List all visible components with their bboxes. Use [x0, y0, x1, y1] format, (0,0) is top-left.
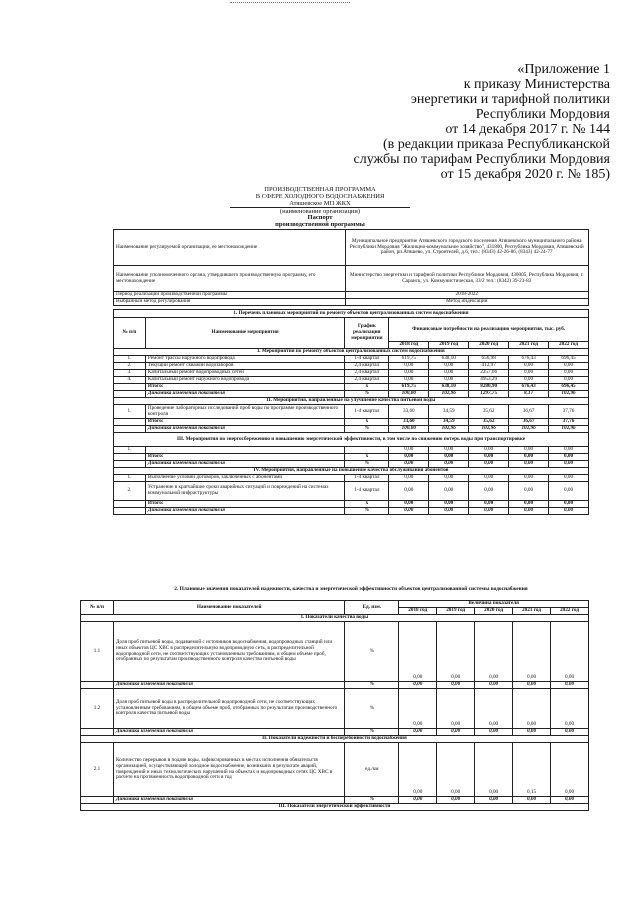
- dynamics-value: 102,96: [549, 391, 589, 398]
- row-number: 1.1: [81, 622, 114, 682]
- column-header: График реализации мероприятия: [345, 318, 389, 349]
- year-header: 2022 год: [550, 608, 588, 615]
- dynamics-value: 0,00: [469, 461, 509, 468]
- row-schedule: 2,4 квартал: [345, 370, 389, 377]
- row-number: 3.: [114, 370, 146, 377]
- dynamics-unit: %: [345, 729, 399, 736]
- dynamics-label: Динамика изменения показателя: [113, 729, 344, 736]
- column-header: № п/п: [114, 318, 146, 349]
- row-value: 412,97: [469, 363, 509, 370]
- year-header: 2022 год: [549, 342, 589, 349]
- dynamics-value: 0,00: [549, 508, 589, 515]
- block-title: IV. Мероприятия, направленные на повышение качества обслуживания абонентов: [114, 468, 589, 475]
- dynamics-value: 102,96: [429, 391, 469, 398]
- dynamics-value: 0,00: [550, 797, 588, 804]
- row-value: 0,00: [550, 689, 588, 729]
- header-line: службы по тарифам Республики Мордовия: [353, 152, 610, 167]
- dynamics-value: 0,00: [550, 729, 588, 736]
- dynamics-value: 1297,75: [469, 391, 509, 398]
- column-header: Наименование мероприятия: [145, 318, 344, 349]
- dynamics-value: 0,00: [509, 508, 549, 515]
- row-name: Количество перерывов в подаче воды, зафиксированных в местах исполнения обязательств организацией, осуществляющей холодное водоснабжение, возникших в результате аварий, повреждений и иных технологических нарушений на объектах и водопроводных сетях ЦС ХВС в расчете на протяженность водопроводной сети в год: [113, 743, 344, 797]
- dynamics-value: 0,00: [509, 461, 549, 468]
- total-value: 0,00: [509, 501, 549, 508]
- total-schedule: х: [345, 454, 389, 461]
- row-value: 0,00: [399, 743, 437, 797]
- column-header: Ед. изм.: [345, 601, 399, 615]
- row-value: 0,00: [469, 475, 509, 482]
- row-value: 0,15: [513, 743, 551, 797]
- total-value: 0,00: [429, 454, 469, 461]
- row-value: 0,00: [475, 622, 513, 682]
- row-name: Проведение лабораторных исследований проб воды по программе производственного контроля: [145, 405, 344, 419]
- dynamics-label: Динамика изменения показателя: [145, 508, 344, 515]
- row-value: 0,00: [389, 377, 429, 384]
- row-name: [145, 447, 344, 454]
- row-value: 2257,66: [469, 370, 509, 377]
- row-value: 0,00: [509, 363, 549, 370]
- dynamics-unit: %: [345, 797, 399, 804]
- row-value: 37,76: [549, 405, 589, 419]
- row-number: 1.: [114, 447, 146, 454]
- row-value: 0,00: [549, 377, 589, 384]
- row-value: 34,59: [429, 405, 469, 419]
- column-header: Финансовые потребности на реализацию мероприятия, тыс. руб.: [389, 318, 589, 342]
- header-line: (в редакции приказа Республиканской: [383, 137, 610, 152]
- row-name: Доля проб питьевой воды, подаваемой с источников водоснабжения, водопроводных станций или иных объектов ЦС ХВС в распределительную водопроводную сеть, в распределительной водопроводной сети, не соответствующих установленным требованиям, в общем объеме проб, отобранных по результатам производственного контроля качества питьевой воды: [113, 622, 344, 682]
- dynamics-unit: %: [345, 508, 389, 515]
- row-value: 36,67: [509, 405, 549, 419]
- row-number: 2.: [114, 363, 146, 370]
- row-value: 696,45: [549, 356, 589, 363]
- row-value: 0,00: [550, 622, 588, 682]
- row-value: 0,00: [429, 482, 469, 501]
- row-value: 0,00: [429, 447, 469, 454]
- total-value: 0,00: [429, 501, 469, 508]
- row-number: 1.: [114, 405, 146, 419]
- row-name: Ремонт трассы наружного водопровода: [145, 356, 344, 363]
- year-header: 2020 год: [469, 342, 509, 349]
- scan-artifact: [230, 2, 350, 6]
- year-header: 2018 год: [399, 608, 437, 615]
- dynamics-row: [114, 508, 589, 515]
- total-label: Итого:: [145, 454, 344, 461]
- row-value: 4953,29: [469, 377, 509, 384]
- header-line: «Приложение 1: [517, 62, 610, 77]
- row-unit: %: [345, 689, 399, 729]
- block-title: I. Мероприятия по ремонту объектов централизованных систем водоснабжения: [114, 349, 589, 356]
- row-value: 0,00: [549, 482, 589, 501]
- row-value: 0,00: [437, 689, 475, 729]
- passport-label: Выбранный метод регулирования: [114, 299, 346, 306]
- row-schedule: 1-4 квартал: [345, 356, 389, 363]
- column-header: Наименование показателей: [113, 601, 344, 615]
- row-number: 1.2: [81, 689, 114, 729]
- dynamics-value: 0,00: [389, 461, 429, 468]
- table-row: [81, 743, 589, 797]
- program-subtitle: В СФЕРЕ ХОЛОДНОГО ВОДОСНАБЖЕНИЯ: [255, 193, 385, 200]
- row-value: 0,00: [437, 622, 475, 682]
- block-title: II. Мероприятия, направленные на улучшение качества питьевой воды: [114, 398, 589, 405]
- header-line: энергетики и тарифной политики: [410, 92, 610, 107]
- row-value: 33,60: [389, 405, 429, 419]
- row-value: 0,00: [389, 363, 429, 370]
- dynamics-value: 0,00: [399, 682, 437, 689]
- total-label: Итого:: [145, 384, 344, 391]
- year-header: 2019 год: [437, 608, 475, 615]
- total-value: 638,10: [429, 384, 469, 391]
- row-value: 0,00: [550, 743, 588, 797]
- row-value: 638,10: [429, 356, 469, 363]
- dynamics-value: 0,00: [475, 797, 513, 804]
- dynamics-value: 102,96: [429, 426, 469, 433]
- header-line: от 14 декабря 2017 г. № 144: [445, 122, 610, 137]
- passport-row: [114, 266, 589, 292]
- total-schedule: х: [345, 419, 389, 426]
- dynamics-row: [114, 426, 589, 433]
- row-value: 0,00: [399, 689, 437, 729]
- year-header: 2019 год: [429, 342, 469, 349]
- dynamics-value: 0,00: [549, 461, 589, 468]
- row-value: 0,00: [389, 475, 429, 482]
- dynamics-label: Динамика изменения показателя: [113, 682, 344, 689]
- total-value: 619,75: [389, 384, 429, 391]
- table-row: [114, 405, 589, 419]
- dynamics-value: 0,00: [469, 508, 509, 515]
- column-header: Величина показателя: [399, 601, 589, 608]
- row-value: 35,62: [469, 405, 509, 419]
- section2-title: 2. Плановые значения показателей надежности, качества и энергетической эффективности объектов централизованной системы водоснабжения: [174, 586, 528, 592]
- row-value: 0,00: [509, 370, 549, 377]
- dynamics-value: 102,96: [549, 426, 589, 433]
- row-number: 1.: [114, 475, 146, 482]
- passport-label: Наименование уполномоченного органа, утвердившего производственную программу, его местонахождение: [114, 266, 346, 292]
- dynamics-label: Динамика изменения показателя: [145, 426, 344, 433]
- total-value: 36,67: [509, 419, 549, 426]
- row-value: 0,00: [429, 475, 469, 482]
- block-title: III. Мероприятия по энергосбережению и повышению энергетической эффективности, в том числе по снижению потерь воды при транспортировке: [114, 433, 589, 447]
- row-value: 0,00: [429, 377, 469, 384]
- passport-label: Наименование регулируемой организации, ее местонахождение: [114, 230, 346, 266]
- passport-value: Метод индексации: [345, 299, 589, 306]
- dynamics-value: 0,00: [475, 682, 513, 689]
- program-title: ПРОИЗВОДСТВЕННАЯ ПРОГРАММА: [264, 186, 376, 193]
- dynamics-unit: %: [345, 461, 389, 468]
- row-name: Выполнение условий договоров, заключенных с абонентами: [145, 475, 344, 482]
- passport-label: Период реализации производственной программы: [114, 292, 346, 299]
- dynamics-row: [81, 682, 589, 689]
- total-value: 35,62: [469, 419, 509, 426]
- table-row: [81, 622, 589, 682]
- total-value: 0,00: [469, 501, 509, 508]
- passport-value: Муниципальное предприятие Атяшевского городского поселения Атяшевского муниципального района Республики Мордовия "Жилищно-коммунальное хозяйство", 431800, Республика Мордовия, Атяшевский район, рп.Атяшево, ул. Строителей, д.6, тел.: (8343) 42-26-86, (8343) 42-24-77: [345, 230, 589, 266]
- dynamics-value: 100,00: [389, 426, 429, 433]
- passport-row: [114, 230, 589, 266]
- dynamics-unit: %: [345, 682, 399, 689]
- row-value: 0,00: [509, 447, 549, 454]
- row-schedule: 2,4 квартал: [345, 363, 389, 370]
- organization-name: Атяшевское МП ЖКХ: [289, 200, 351, 207]
- dynamics-value: 0,00: [429, 508, 469, 515]
- dynamics-unit: %: [345, 391, 389, 398]
- year-header: 2021 год: [509, 342, 549, 349]
- header-line: Республики Мордовия: [475, 107, 610, 122]
- row-number: 2.1: [81, 743, 114, 797]
- dynamics-value: 0,00: [399, 797, 437, 804]
- table-row: [114, 482, 589, 501]
- row-value: 0,00: [429, 370, 469, 377]
- row-value: 0,00: [437, 743, 475, 797]
- passport-value: Министерство энергетики и тарифной политики Республики Мордовия, 430005, Республика Мордовия, г. Саранск, ул. Коммунистическая, 33/2 тел.: (8342) 39-23-83: [345, 266, 589, 292]
- total-schedule: х: [345, 384, 389, 391]
- row-value: 0,00: [549, 447, 589, 454]
- row-value: 0,00: [513, 689, 551, 729]
- row-value: 0,00: [513, 622, 551, 682]
- dynamics-value: 0,00: [429, 461, 469, 468]
- row-value: 0,00: [469, 447, 509, 454]
- total-value: 0,00: [389, 454, 429, 461]
- row-unit: %: [345, 622, 399, 682]
- table-row: [81, 689, 589, 729]
- header-line: от 15 декабря 2020 г. № 185): [440, 167, 610, 182]
- dynamics-value: 102,96: [509, 426, 549, 433]
- row-value: 619,75: [389, 356, 429, 363]
- row-unit: ед./км: [345, 743, 399, 797]
- year-header: 2021 год: [513, 608, 551, 615]
- passport-value: 2018-2022: [345, 292, 589, 299]
- dynamics-value: 0,00: [399, 729, 437, 736]
- dynamics-label: Динамика изменения показателя: [145, 461, 344, 468]
- year-header: 2020 год: [475, 608, 513, 615]
- table-row: [114, 377, 589, 384]
- row-value: 0,00: [509, 475, 549, 482]
- header-line: к приказу Министерства: [463, 77, 610, 92]
- total-value: 676,43: [509, 384, 549, 391]
- dynamics-value: 0,00: [513, 682, 551, 689]
- dynamics-value: 0,00: [389, 508, 429, 515]
- dynamics-value: 102,96: [469, 426, 509, 433]
- row-name: Капитальный ремонт водопроводных сетей: [145, 370, 344, 377]
- row-value: 656,98: [469, 356, 509, 363]
- dynamics-unit: %: [345, 426, 389, 433]
- total-value: 34,59: [429, 419, 469, 426]
- block-title: III. Показатели энергетической эффективности: [81, 804, 589, 811]
- total-label: Итого:: [145, 419, 344, 426]
- total-value: 0,00: [389, 501, 429, 508]
- organization-caption: (наименование организации): [230, 207, 410, 215]
- row-value: 0,00: [475, 743, 513, 797]
- total-value: 33,60: [389, 419, 429, 426]
- total-value: 0,00: [549, 454, 589, 461]
- row-schedule: 2,4 квартал: [345, 377, 389, 384]
- table-row: [114, 475, 589, 482]
- indicators-table: [80, 600, 589, 811]
- row-value: 0,00: [509, 377, 549, 384]
- section-title: 1. Перечень плановых мероприятий по ремонту объектов централизованных систем водоснабжения: [114, 310, 589, 318]
- row-number: 1.: [114, 356, 146, 363]
- total-label: Итого:: [145, 501, 344, 508]
- total-value: 0,00: [509, 454, 549, 461]
- block-title: I. Показатели качества воды: [81, 615, 589, 622]
- dynamics-value: 8,17: [509, 391, 549, 398]
- row-value: 0,00: [389, 482, 429, 501]
- dynamics-label: Динамика изменения показателя: [145, 391, 344, 398]
- column-header: № п/п: [81, 601, 114, 615]
- passport-row: [114, 299, 589, 306]
- passport-title: Паспорт: [307, 214, 333, 221]
- row-value: 0,00: [429, 363, 469, 370]
- dynamics-value: 100,00: [389, 391, 429, 398]
- dynamics-value: 0,00: [550, 682, 588, 689]
- row-value: 0,00: [549, 363, 589, 370]
- row-value: 0,00: [389, 370, 429, 377]
- total-value: 696,45: [549, 384, 589, 391]
- row-name: Доля проб питьевой воды в распределительной водопроводной сети, не соответствующих установленным требованиям, в общем объеме проб, отобранных по результатам производственного контроля качества питьевой воды: [113, 689, 344, 729]
- row-schedule: 1-4 квартал: [345, 482, 389, 501]
- total-value: 37,76: [549, 419, 589, 426]
- passport-subtitle: производственной программы: [275, 221, 365, 228]
- row-number: 2.: [114, 482, 146, 501]
- dynamics-value: 0,00: [475, 729, 513, 736]
- row-value: 0,00: [469, 482, 509, 501]
- total-schedule: х: [345, 501, 389, 508]
- total-value: 8280,90: [469, 384, 509, 391]
- appendix-header: [354, 62, 610, 182]
- row-value: 0,00: [399, 622, 437, 682]
- row-value: 0,00: [549, 475, 589, 482]
- dynamics-label: Динамика изменения показателя: [113, 797, 344, 804]
- repair-measures-table: [113, 309, 589, 515]
- dynamics-value: 0,00: [437, 797, 475, 804]
- row-schedule: 1-4 квартал: [345, 405, 389, 419]
- row-name: Текущий ремонт скважин водозаборов: [145, 363, 344, 370]
- dynamics-value: 0,00: [437, 682, 475, 689]
- row-value: 0,00: [549, 370, 589, 377]
- row-value: 0,00: [509, 482, 549, 501]
- total-value: 0,00: [469, 454, 509, 461]
- row-name: Капитальный ремонт наружного водопровода: [145, 377, 344, 384]
- row-value: 0,00: [389, 447, 429, 454]
- dynamics-value: 0,00: [513, 797, 551, 804]
- row-value: 0,00: [475, 689, 513, 729]
- year-header: 2018 год: [389, 342, 429, 349]
- dynamics-value: 0,00: [513, 729, 551, 736]
- row-number: 4.: [114, 377, 146, 384]
- block-title: II. Показатели надежности и бесперебойности водоснабжения: [81, 736, 589, 743]
- total-value: 0,00: [549, 501, 589, 508]
- passport-table: [113, 229, 589, 306]
- row-name: Устранение в кратчайшие сроки аварийных ситуаций и повреждений на системах коммунальной инфраструктуры: [145, 482, 344, 501]
- row-schedule: 1-4 квартал: [345, 475, 389, 482]
- dynamics-value: 0,00: [437, 729, 475, 736]
- table-row: [114, 447, 589, 454]
- row-value: 676,43: [509, 356, 549, 363]
